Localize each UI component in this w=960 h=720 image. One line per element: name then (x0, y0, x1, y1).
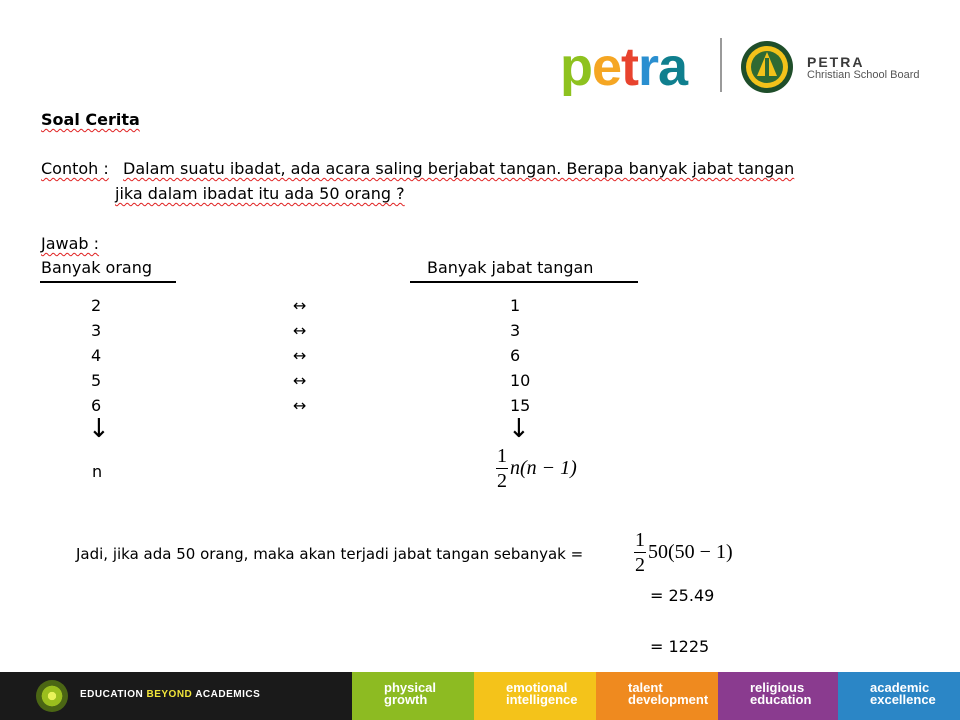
tagline-highlight: BEYOND (146, 689, 193, 700)
correspondence-arrow-icon: ↔ (293, 346, 307, 365)
correspondence-arrow-icon: ↔ (293, 396, 307, 415)
handshakes-cell: 6 (510, 346, 521, 365)
formula-expression: n(n − 1) (510, 457, 577, 479)
tile-physical-growth (352, 672, 474, 720)
column-rule-left (40, 281, 176, 283)
logo-separator (720, 38, 722, 92)
brand-title: PETRA (807, 54, 865, 70)
down-arrow-icon: ↓ (88, 414, 110, 444)
example-line-2: jika dalam ibadat itu ada 50 orang ? (115, 184, 405, 203)
logo-letter: a (658, 37, 688, 97)
handshakes-cell: 15 (510, 396, 531, 415)
tile-emotional-intelligence (474, 672, 596, 720)
tile-line-2: development (628, 692, 709, 707)
page-title: Soal Cerita (41, 110, 140, 129)
handshakes-cell: 10 (510, 371, 531, 390)
logo-letter: r (638, 37, 659, 97)
people-cell: 2 (91, 296, 102, 315)
tile-line-1: academic (870, 680, 930, 695)
school-seal-icon (740, 40, 794, 94)
fraction-numerator: 1 (497, 445, 507, 467)
conclusion-formula (634, 530, 733, 575)
formula-fraction (496, 446, 508, 491)
conclusion-expression: 50(50 − 1) (648, 541, 733, 563)
result-step-2: = 1225 (650, 637, 710, 656)
logo-letter: p (560, 37, 592, 97)
tile-line-1: religious (750, 680, 805, 695)
n-label: n (92, 462, 103, 481)
people-cell: 6 (91, 396, 102, 415)
people-cell: 5 (91, 371, 102, 390)
handshakes-cell: 3 (510, 321, 521, 340)
tagline-main: EDUCATION (80, 689, 147, 700)
conclusion-text: Jadi, jika ada 50 orang, maka akan terjadi jabat tangan sebanyak = (76, 545, 584, 563)
column-header-handshakes: Banyak jabat tangan (427, 258, 594, 277)
general-formula (496, 446, 577, 491)
fraction-denominator: 2 (497, 470, 507, 492)
brand-subtitle: Christian School Board (807, 69, 920, 81)
tagline-end: ACADEMICS (192, 689, 261, 700)
example-line-1: Dalam suatu ibadat, ada acara saling berjabat tangan. Berapa banyak jabat tangan (123, 159, 795, 178)
tile-line-2: excellence (870, 692, 936, 707)
correspondence-arrow-icon: ↔ (293, 371, 307, 390)
tile-line-1: emotional (506, 680, 568, 695)
globe-logo-icon (36, 680, 68, 712)
tile-line-2: education (750, 692, 812, 707)
correspondence-arrow-icon: ↔ (293, 296, 307, 315)
people-cell: 4 (91, 346, 102, 365)
handshakes-cell: 1 (510, 296, 521, 315)
logo-letter: e (592, 37, 622, 97)
people-cell: 3 (91, 321, 102, 340)
logo-letter: t (621, 37, 639, 97)
tile-line-2: growth (384, 692, 428, 707)
result-step-1: = 25.49 (650, 586, 715, 605)
answer-label: Jawab : (41, 234, 100, 253)
fraction-numerator: 1 (635, 529, 645, 551)
fraction-denominator: 2 (635, 554, 645, 576)
tile-talent-development (596, 672, 718, 720)
down-arrow-icon: ↓ (508, 414, 530, 444)
tile-line-1: physical (384, 680, 437, 695)
column-rule-right (410, 281, 638, 283)
column-header-people: Banyak orang (41, 258, 153, 277)
tile-line-2: intelligence (506, 692, 578, 707)
tile-academic-excellence (838, 672, 960, 720)
conclusion-fraction (634, 530, 646, 575)
example-label: Contoh : (41, 159, 109, 178)
petra-logo (560, 37, 688, 97)
tile-line-1: talent (628, 680, 663, 695)
correspondence-arrow-icon: ↔ (293, 321, 307, 340)
tile-religious-education (718, 672, 838, 720)
footer-tagline (80, 689, 260, 700)
